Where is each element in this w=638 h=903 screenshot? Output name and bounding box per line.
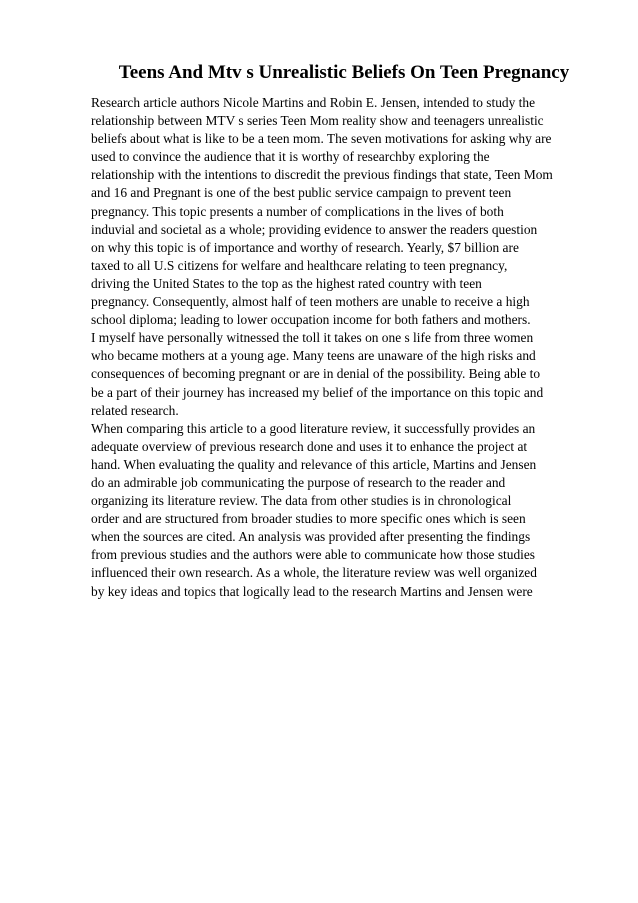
body-line: be a part of their journey has increased my belief of the importance on this topic and	[91, 384, 544, 400]
body-line: consequences of becoming pregnant or are in denial of the possibility. Being able to	[91, 366, 541, 382]
body-line: organizing its literature review. The data from other studies is in chronological	[91, 493, 512, 509]
body-line: who became mothers at a young age. Many teens are unaware of the high risks and	[91, 348, 536, 364]
body-line: relationship with the intentions to discredit the previous findings that state, Teen Mom	[91, 167, 553, 183]
body-line: driving the United States to the top as the highest rated country with teen	[91, 275, 482, 291]
body-line: adequate overview of previous research done and uses it to enhance the project at	[91, 438, 528, 454]
body-line: influenced their own research. As a whole, the literature review was well organized	[91, 565, 537, 581]
body-line: when the sources are cited. An analysis was provided after presenting the findings	[91, 529, 531, 545]
body-line: used to convince the audience that it is worthy of researchby exploring the	[91, 149, 490, 165]
body-line: pregnancy. Consequently, almost half of teen mothers are unable to receive a high	[91, 294, 530, 310]
body-line: school diploma; leading to lower occupation income for both fathers and mothers.	[91, 312, 531, 328]
body-line: pregnancy. This topic presents a number of complications in the lives of both	[91, 203, 504, 219]
document-title: Teens And Mtv s Unrealistic Beliefs On Teen Pregnancy	[118, 62, 570, 83]
body-line: related research.	[91, 402, 179, 418]
body-line: do an admirable job communicating the purpose of research to the reader and	[91, 474, 506, 490]
body-line: taxed to all U.S citizens for welfare and healthcare relating to teen pregnancy,	[91, 257, 508, 273]
body-line: I myself have personally witnessed the toll it takes on one s life from three women	[91, 330, 534, 346]
document-body	[91, 94, 611, 601]
body-line: from previous studies and the authors were able to communicate how those studies	[91, 547, 536, 563]
body-line: and 16 and Pregnant is one of the best public service campaign to prevent teen	[91, 185, 512, 201]
body-line: relationship between MTV s series Teen Mom reality show and teenagers unrealistic	[91, 113, 544, 129]
body-line: by key ideas and topics that logically lead to the research Martins and Jensen were	[91, 583, 533, 599]
body-line: beliefs about what is like to be a teen mom. The seven motivations for asking why are	[91, 131, 552, 147]
body-line: Research article authors Nicole Martins and Robin E. Jensen, intended to study the	[91, 95, 536, 110]
body-line: induvial and societal as a whole; providing evidence to answer the readers question	[91, 221, 538, 237]
body-line: order and are structured from broader studies to more specific ones which is seen	[91, 511, 526, 527]
body-line: hand. When evaluating the quality and relevance of this article, Martins and Jensen	[91, 456, 537, 472]
body-line: on why this topic is of importance and worthy of research. Yearly, $7 billion are	[91, 239, 519, 255]
body-line: When comparing this article to a good literature review, it successfully provides an	[91, 420, 536, 436]
